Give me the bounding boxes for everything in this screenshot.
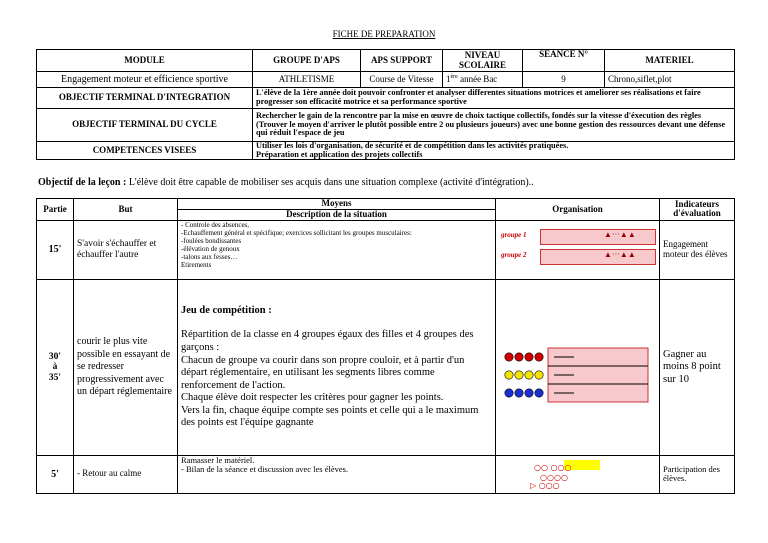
team-player-dot bbox=[505, 371, 513, 379]
groupe-aps-header: GROUPE D'APS bbox=[253, 50, 361, 72]
otc-text: Rechercher le gain de la rencontre par la mise en œuvre de choix tactique collectifs, fondés sur la vitesse d'éxecution des règles (Trouver le moyen d'arriver le plutôt possible entre 2 ou plusieurs joueurs) avec une bonne gestion des ressources devant une défense qui réduit l'espace de jeu bbox=[253, 109, 735, 142]
scattered-cones-icon: ▷ ○○○ bbox=[530, 481, 560, 491]
module-value: Engagement moteur et efficience sportive bbox=[37, 72, 253, 88]
runners-icon: ▲···▲▲ bbox=[604, 250, 636, 260]
team-player-dot bbox=[505, 353, 513, 361]
lesson-objective: Objectif de la leçon : L'élève doit être capable de mobiliser ses acquis dans une situation complexe (activité d'intégration).. bbox=[38, 177, 534, 188]
row1-organisation bbox=[496, 220, 660, 279]
seance-value: 9 bbox=[523, 72, 605, 88]
materiel-value: Chrono,siflet,plot bbox=[605, 72, 735, 88]
team-player-dot bbox=[525, 389, 533, 397]
oti-text: L'élève de la 1ère année doit pouvoir confronter et analyser differentes situations motrices et ameliorer ses réalisations et faire progresser son efficacité motrice et sa performance sportive bbox=[253, 88, 735, 109]
seance-header: SEANCE N° bbox=[523, 50, 605, 72]
team-player-dot bbox=[505, 389, 513, 397]
scattered-cones-icon: ○○○○ bbox=[540, 473, 568, 483]
competences-text: Utiliser les lois d'organisation, de sécurité et de compétition dans les activités pratiquées. Préparation et application des projets collectifs bbox=[253, 142, 735, 160]
groupe-1-label: groupe 1 bbox=[501, 231, 527, 240]
but-header: But bbox=[74, 199, 178, 221]
row3-but: - Retour au calme bbox=[74, 455, 178, 493]
niveau-header: NIVEAU SCOLAIRE bbox=[443, 50, 523, 72]
moyens-header: Moyens bbox=[178, 199, 496, 210]
team-player-dot bbox=[525, 371, 533, 379]
team-player-dot bbox=[515, 353, 523, 361]
team-player-dot bbox=[515, 389, 523, 397]
row3-description: Ramasser le matériel. - Bilan de la séance et discussion avec les élèves. bbox=[178, 455, 496, 493]
session-table bbox=[36, 198, 735, 494]
groupe-1-lane bbox=[540, 229, 656, 245]
description-header: Description de la situation bbox=[178, 210, 496, 221]
row3-organisation bbox=[496, 455, 660, 493]
row2-organisation bbox=[496, 279, 660, 455]
row2-but: courir le plus vite possible en essayant de se redresser progressivement avec un départ réglementaire bbox=[74, 279, 178, 455]
team-player-dot bbox=[515, 371, 523, 379]
partie-header: Partie bbox=[37, 199, 74, 221]
row1-indicateur: Engagement moteur des élèves bbox=[660, 220, 735, 279]
team-player-dot bbox=[525, 353, 533, 361]
aps-support-value: Course de Vitesse bbox=[361, 72, 443, 88]
lanes-diagram bbox=[496, 280, 658, 454]
organisation-header: Organisation bbox=[496, 199, 660, 221]
groupe-aps-value: ATHLETISME bbox=[253, 72, 361, 88]
team-player-dot bbox=[535, 353, 543, 361]
materiel-header: MATERIEL bbox=[605, 50, 735, 72]
module-header: MODULE bbox=[37, 50, 253, 72]
row2-indicateur: Gagner au moins 8 point sur 10 bbox=[660, 279, 735, 455]
scattered-cones-icon: ○○ ○○○ bbox=[534, 463, 572, 473]
cooldown-diagram bbox=[496, 456, 658, 492]
row2-description: Jeu de compétition : Répartition de la classe en 4 groupes égaux des filles et 4 groupes des garçons : Chacun de groupe va courir dans son propre couloir, et à partir d'un départ réglementaire, en utilisant les segments libres comme renforcement de l'action. Chaque élève doit respecter les critères pour gagner les points. Vers la fin, chaque équipe compte ses points et celle qui a le maximum des points est l'équipe gagnante bbox=[178, 279, 496, 455]
runners-icon: ▲···▲▲ bbox=[604, 230, 636, 240]
row1-description: - Controle des absences, -Echauffement général et spécifique; exercices sollicitant les groupes musculaires: -foulées bondissantes -élévation de genoux -talons aux fesses… Etirements bbox=[178, 220, 496, 279]
row2-partie: 30' à 35' bbox=[37, 279, 74, 455]
row3-indicateur: Participation des élèves. bbox=[660, 455, 735, 493]
otc-label: OBJECTIF TERMINAL DU CYCLE bbox=[37, 109, 253, 142]
info-table bbox=[36, 49, 735, 160]
groupe-2-label: groupe 2 bbox=[501, 251, 527, 260]
row3-partie: 5' bbox=[37, 455, 74, 493]
competences-label: COMPETENCES VISEES bbox=[37, 142, 253, 160]
aps-support-header: APS SUPPORT bbox=[361, 50, 443, 72]
groupe-2-lane bbox=[540, 249, 656, 265]
indicateurs-header: Indicateurs d'évaluation bbox=[660, 199, 735, 221]
niveau-value: 1ère année Bac bbox=[443, 72, 523, 88]
row1-partie: 15' bbox=[37, 220, 74, 279]
page-title: FICHE DE PREPARATION bbox=[332, 29, 436, 39]
row1-but: S'avoir s'échauffer et échauffer l'autre bbox=[74, 220, 178, 279]
oti-label: OBJECTIF TERMINAL D'INTEGRATION bbox=[37, 88, 253, 109]
team-player-dot bbox=[535, 371, 543, 379]
team-player-dot bbox=[535, 389, 543, 397]
